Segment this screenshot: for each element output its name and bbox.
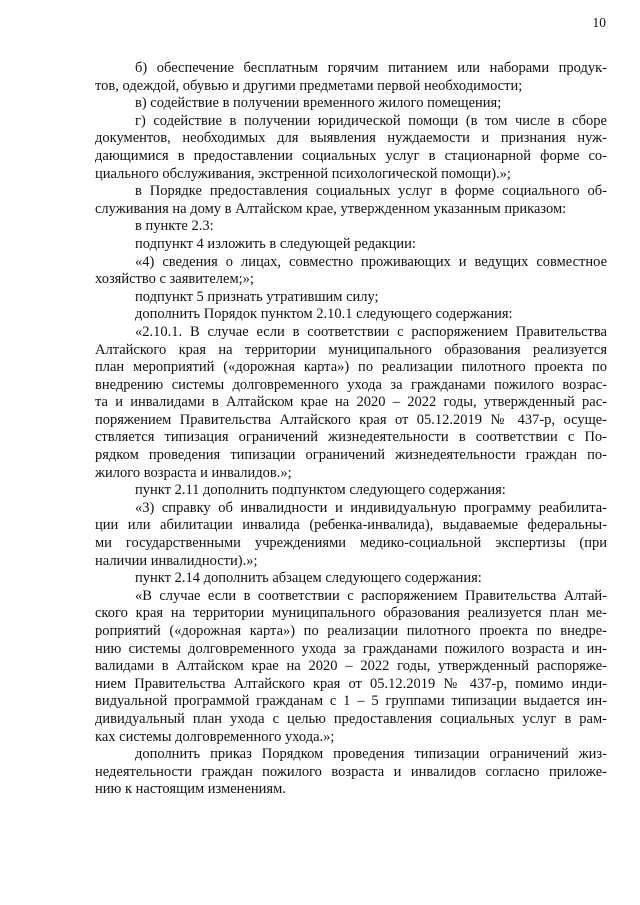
text-line: та и инвалидами в Алтайском крае на 2020 – 2022 годы, утвержденный рас- — [95, 394, 607, 411]
text-line: нием Правительства Алтайского края от 05.12.2019 № 437-р, помимо инди- — [95, 675, 607, 692]
text-line: недеятельности граждан пожилого возраста и инвалидов согласно приложе- — [95, 763, 607, 780]
text-line: ках системы долговременного ухода.»; — [95, 728, 335, 745]
text-line: в) содействие в получении временного жилого помещения; — [135, 95, 502, 112]
text-line: пункт 2.11 дополнить подпунктом следующего содержания: — [135, 482, 506, 499]
text-line: «2.10.1. В случае если в соответствии с распоряжением Правительства — [135, 323, 607, 340]
text-line: в Порядке предоставления социальных услуг в форме социального об- — [135, 183, 607, 200]
text-line: хозяйство с заявителем;»; — [95, 271, 254, 288]
text-line: ми государственными учреждениями медико-социальной экспертизы (при — [95, 535, 607, 552]
text-line: нию системы долговременного ухода за гражданами пожилого возраста и ин- — [95, 640, 607, 657]
text-line: ствляется типизация ограничений жизнедеятельности в соответствии с По- — [95, 429, 607, 446]
text-line: дивидуальный план ухода с целью предоставления социальных услуг в рам- — [95, 710, 607, 727]
text-line: б) обеспечение бесплатным горячим питанием или наборами продук- — [135, 60, 607, 76]
text-line: ции или абилитации инвалида (ребенка-инвалида), выдаваемые федеральны- — [95, 517, 607, 534]
document-body — [95, 60, 607, 799]
text-line: роприятий («дорожная карта») по реализации пилотного проекта по внедре- — [95, 623, 607, 639]
text-line: дающимися в предоставлении социальных услуг в стационарной форме со- — [95, 147, 607, 164]
text-line: «3) справку об инвалидности и индивидуальную программу реабилита- — [135, 499, 607, 516]
text-line: жилого возраста и инвалидов.»; — [95, 464, 292, 481]
text-line: в пункте 2.3: — [135, 218, 214, 235]
text-line: нию к настоящим изменениям. — [95, 781, 286, 798]
text-line: дополнить Порядок пунктом 2.10.1 следующего содержания: — [135, 306, 513, 323]
text-line: дополнить приказ Порядком проведения типизации ограничений жиз- — [135, 746, 607, 763]
text-line: ского края на территории муниципального образования реализуется план ме- — [95, 605, 607, 622]
text-line: служивания на дому в Алтайском крае, утвержденном указанным приказом: — [95, 200, 567, 217]
text-line: подпункт 4 изложить в следующей редакции: — [135, 235, 416, 252]
text-line: подпункт 5 признать утратившим силу; — [135, 288, 379, 305]
text-line: пункт 2.14 дополнить абзацем следующего содержания: — [135, 570, 482, 587]
text-line: валидами в Алтайском крае на 2020 – 2022 годы, утвержденный распоряже- — [95, 658, 607, 675]
page-number: 10 — [592, 15, 606, 30]
text-line: документов, необходимых для выявления нуждаемости и признания нуж- — [95, 130, 607, 147]
text-line: циального обслуживания, экстренной психологической помощи).»; — [95, 165, 511, 182]
text-line: г) содействие в получении юридической помощи (в том числе в сборе — [135, 112, 607, 129]
text-line: Алтайского края на территории муниципального образования реализуется — [95, 341, 607, 358]
text-line: «В случае если в соответствии с распоряжением Правительства Алтай- — [135, 587, 607, 604]
text-line: наличии инвалидности).»; — [95, 552, 258, 569]
text-line: поряжением Правительства Алтайского края от 05.12.2019 № 437-р, осуще- — [95, 411, 607, 428]
text-line: «4) сведения о лицах, совместно проживающих и ведущих совместное — [135, 253, 607, 270]
text-line: рядком проведения типизации ограничений жизнедеятельности граждан по- — [95, 447, 607, 464]
text-line: видуальной программой гражданам с 1 – 5 группами типизации выдается ин- — [95, 693, 607, 710]
text-line: тов, одеждой, обувью и другими предметами первой необходимости; — [95, 77, 523, 94]
text-line: внедрению системы долговременного ухода за гражданами пожилого возрас- — [95, 376, 607, 393]
text-line: план мероприятий («дорожная карта») по реализации пилотного проекта по — [95, 359, 607, 376]
